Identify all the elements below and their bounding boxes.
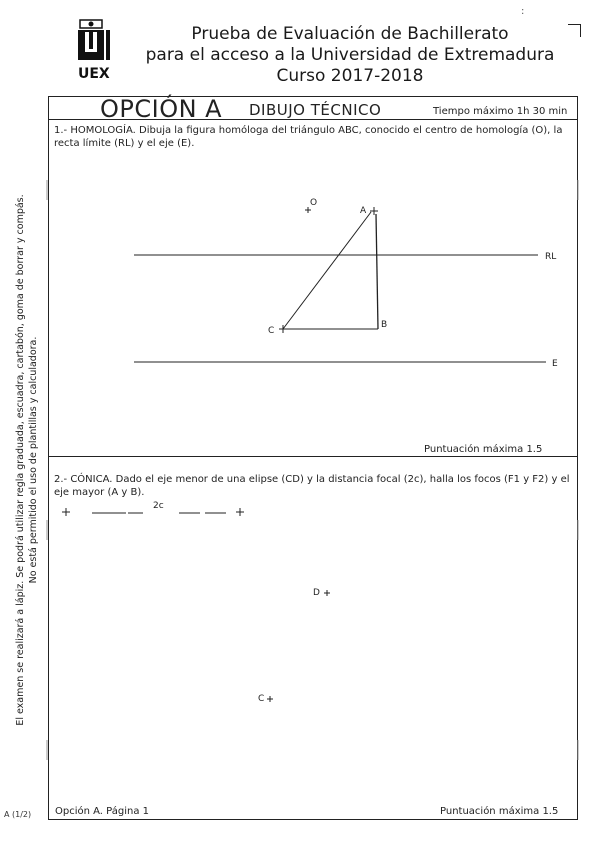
time-limit: Tiempo máximo 1h 30 min <box>433 106 568 117</box>
label-a: A <box>360 206 367 216</box>
label-d: D <box>313 588 320 598</box>
side-instructions-line-2: No está permitido el uso de plantillas y calculadora. <box>28 336 39 584</box>
point-c2-marker <box>267 696 273 702</box>
label-2c: 2c <box>153 501 164 511</box>
question-2-text: 2.- CÓNICA. Dado el eje menor de una elipse (CD) y la distancia focal (2c), halla los focos (F1 y F2) y el eje mayor (A y B). <box>54 474 570 498</box>
segment-2c-start <box>62 508 70 516</box>
label-o: O <box>310 198 318 208</box>
corner-dot: : <box>521 6 525 17</box>
header-line-3: Curso 2017-2018 <box>276 66 424 86</box>
page-code: A (1/2) <box>4 810 32 819</box>
label-c2: C <box>258 694 265 704</box>
point-a-marker <box>370 207 378 215</box>
label-e: E <box>552 359 558 369</box>
label-c: C <box>268 326 275 336</box>
header-line-1: Prueba de Evaluación de Bachillerato <box>191 24 509 44</box>
option-title: OPCIÓN A <box>100 95 223 123</box>
point-c-marker <box>279 325 287 333</box>
side-instructions-line-1: El examen se realizará a lápiz. Se podrá utilizar regla graduada, escuadra, cartabón, goma de borrar y compás. <box>15 194 26 726</box>
question-2-score: Puntuación máxima 1.5 <box>440 806 559 817</box>
triangle-side-ab <box>376 214 378 329</box>
logo-text: UEX <box>78 66 110 82</box>
header-line-2: para el acceso a la Universidad de Extremadura <box>145 45 555 65</box>
question-1-score: Puntuación máxima 1.5 <box>424 444 543 455</box>
label-rl: RL <box>545 252 557 262</box>
point-d-marker <box>324 590 330 596</box>
subject-title: DIBUJO TÉCNICO <box>249 101 382 119</box>
label-b: B <box>381 320 388 330</box>
segment-2c-end <box>236 508 244 516</box>
question-1-text: 1.- HOMOLOGÍA. Dibuja la figura homóloga del triángulo ABC, conocido el centro de homología (O), la recta límite (RL) y el eje (E). <box>54 125 563 149</box>
triangle-side-ac <box>283 212 371 329</box>
footer-page: Opción A. Página 1 <box>55 806 149 817</box>
